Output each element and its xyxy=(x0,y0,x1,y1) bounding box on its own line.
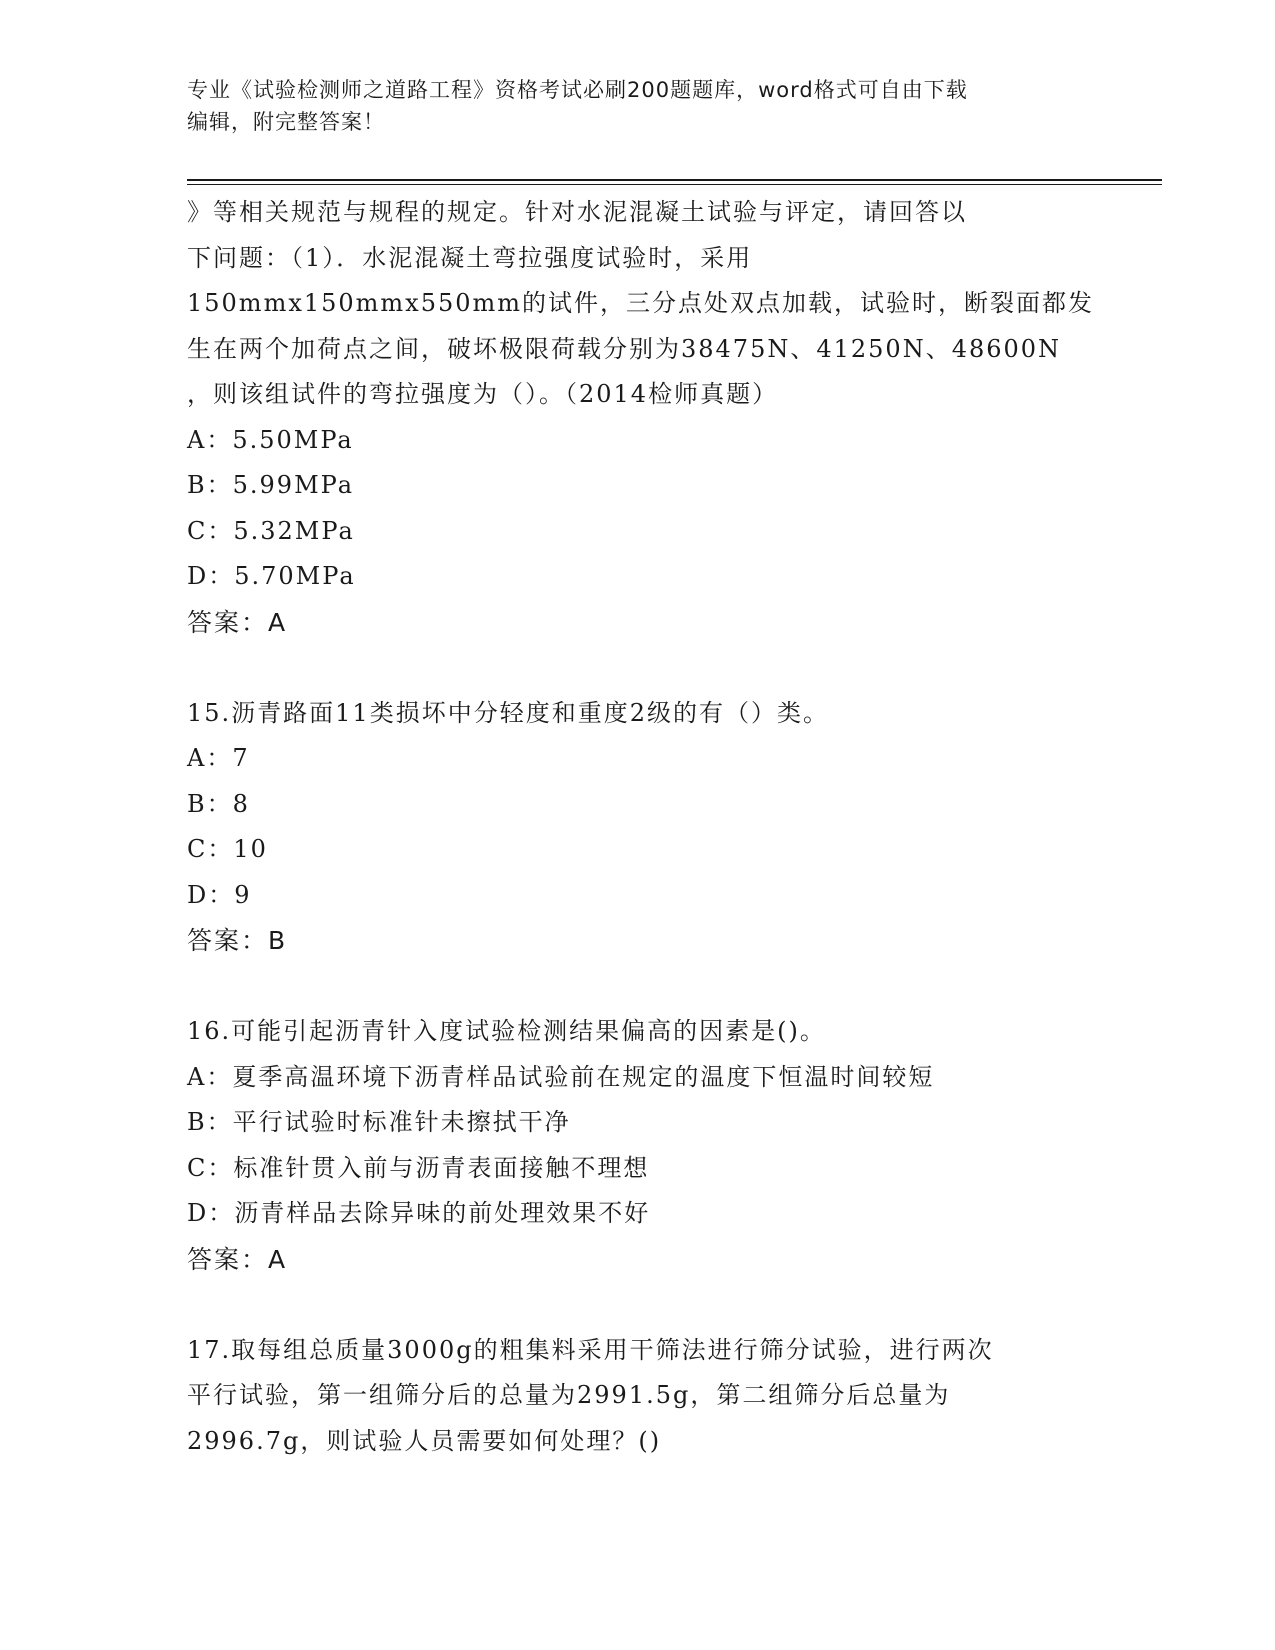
option-a: A：5.50MPa xyxy=(187,425,354,454)
question-line: 生在两个加荷点之间，破坏极限荷载分别为38475N、41250N、48600N xyxy=(187,334,1062,363)
spacer xyxy=(187,964,1087,1010)
question-text: 16.可能引起沥青针入度试验检测结果偏高的因素是()。 xyxy=(187,1017,826,1045)
spacer xyxy=(187,645,1087,691)
option-c: C：5.32MPa xyxy=(187,516,355,545)
question-line: 下问题：（1）．水泥混凝土弯拉强度试验时，采用 xyxy=(187,243,753,272)
header-line-1: 专业《试验检测师之道路工程》资格考试必刷200题题库，word格式可自由下载 xyxy=(187,78,968,102)
option-d: D：5.70MPa xyxy=(187,562,356,590)
option-d: D：9 xyxy=(187,880,252,909)
question-line: 150mmx150mmx550mm的试件，三分点处双点加载，试验时，断裂面都发 xyxy=(187,289,1095,317)
question-line: 17.取每组总质量3000g的粗集料采用干筛法进行筛分试验，进行两次 xyxy=(187,1335,994,1364)
spacer xyxy=(187,1282,1087,1328)
question-line: 》等相关规范与规程的规定。针对水泥混凝土试验与评定，请回答以 xyxy=(187,198,967,226)
answer: 答案：B xyxy=(187,926,288,955)
header-rule-thin xyxy=(187,184,1162,185)
header-line-2: 编辑，附完整答案！ xyxy=(187,110,385,134)
question-line: 2996.7g，则试验人员需要如何处理？() xyxy=(187,1426,662,1455)
document-header xyxy=(187,74,1087,138)
question-line: 平行试验，第一组筛分后的总量为2991.5g，第二组筛分后总量为 xyxy=(187,1381,951,1409)
option-b: B：平行试验时标准针未擦拭干净 xyxy=(187,1108,571,1136)
question-line: ，则该组试件的弯拉强度为（）。（2014检师真题） xyxy=(187,380,779,408)
question-text: 15.沥青路面11类损坏中分轻度和重度2级的有（）类。 xyxy=(187,698,829,727)
question-16 xyxy=(187,1009,1087,1282)
option-c: C：标准针贯入前与沥青表面接触不理想 xyxy=(187,1153,650,1182)
answer: 答案：A xyxy=(187,1244,288,1274)
header-rule-thick xyxy=(187,179,1162,181)
option-b: B：8 xyxy=(187,789,250,818)
question-14 xyxy=(187,190,1095,645)
option-b: B：5.99MPa xyxy=(187,471,355,499)
question-15 xyxy=(187,691,1087,964)
option-a: A：7 xyxy=(187,744,250,772)
option-d: D：沥青样品去除异味的前处理效果不好 xyxy=(187,1199,651,1227)
answer: 答案：A xyxy=(187,607,288,637)
question-content xyxy=(187,190,1095,1464)
question-17 xyxy=(187,1328,1087,1465)
option-c: C：10 xyxy=(187,835,268,863)
option-a: A：夏季高温环境下沥青样品试验前在规定的温度下恒温时间较短 xyxy=(187,1062,935,1091)
